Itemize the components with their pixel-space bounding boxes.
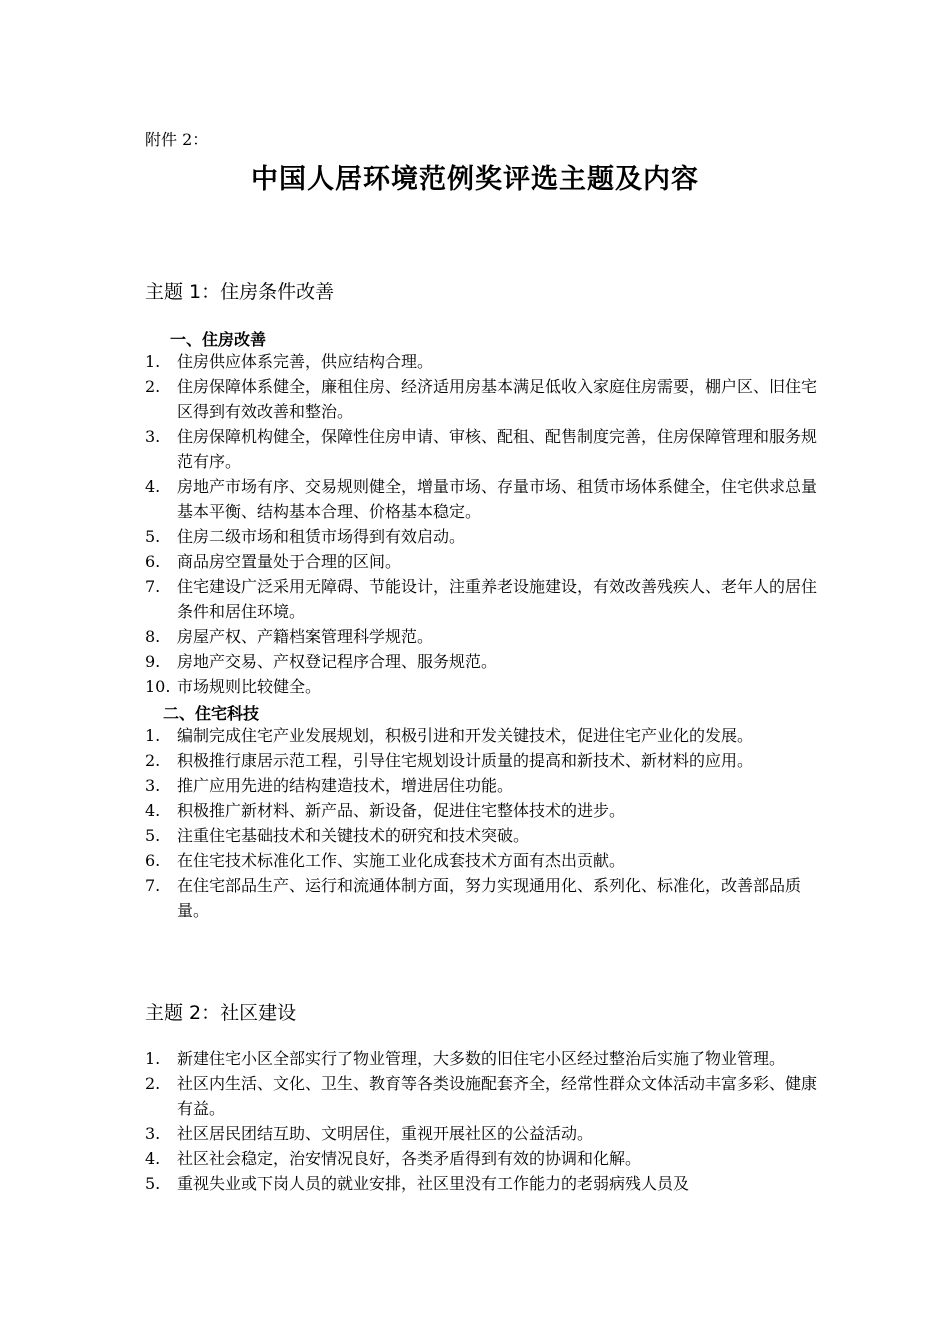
- list-item: 4. 积极推广新材料、新产品、新设备，促进住宅整体技术的进步。: [145, 801, 626, 820]
- list-item: 10. 市场规则比较健全。: [145, 677, 322, 696]
- list-item: 3. 住房保障机构健全，保障性住房申请、审核、配租、配售制度完善，住房保障管理和服务规范有序。: [145, 427, 818, 471]
- page-title: 中国人居环境范例奖评选主题及内容: [251, 164, 699, 195]
- community-building-list: [145, 1046, 825, 1196]
- list-item: 2. 社区内生活、文化、卫生、教育等各类设施配套齐全，经常性群众文体活动丰富多彩、健康有益。: [145, 1074, 818, 1118]
- list-item: 6. 商品房空置量处于合理的区间。: [145, 552, 402, 571]
- list-item: 1. 编制完成住宅产业发展规划，积极引进和开发关键技术，促进住宅产业化的发展。: [145, 726, 754, 745]
- list-item: 6. 在住宅技术标准化工作、实施工业化成套技术方面有杰出贡献。: [145, 851, 626, 870]
- list-item: 1. 住房供应体系完善，供应结构合理。: [145, 352, 434, 371]
- housing-improvement-list: [145, 349, 825, 699]
- list-item: 3. 社区居民团结互助、文明居住，重视开展社区的公益活动。: [145, 1124, 594, 1143]
- list-item: 1. 新建住宅小区全部实行了物业管理，大多数的旧住宅小区经过整治后实施了物业管理。: [145, 1049, 786, 1068]
- housing-technology-list: [145, 723, 825, 923]
- list-item: 5. 住房二级市场和租赁市场得到有效启动。: [145, 527, 466, 546]
- list-item: 7. 住宅建设广泛采用无障碍、节能设计，注重养老设施建设，有效改善残疾人、老年人的居住条件和居住环境。: [145, 577, 818, 621]
- topic-2-heading: 主题 2：社区建设: [145, 1002, 297, 1024]
- list-item: 2. 住房保障体系健全，廉租住房、经济适用房基本满足低收入家庭住房需要，棚户区、旧住宅区得到有效改善和整治。: [145, 377, 818, 421]
- section-housing-improvement-heading: 一、住房改善: [170, 330, 267, 349]
- topic-1-heading: 主题 1：住房条件改善: [145, 281, 335, 303]
- list-item: 3. 推广应用先进的结构建造技术，增进居住功能。: [145, 776, 514, 795]
- list-item: 9. 房地产交易、产权登记程序合理、服务规范。: [145, 652, 498, 671]
- list-item: 7. 在住宅部品生产、运行和流通体制方面，努力实现通用化、系列化、标准化，改善部品质量。: [145, 876, 802, 920]
- attachment-label: 附件 2：: [145, 130, 209, 149]
- list-item: 2. 积极推行康居示范工程，引导住宅规划设计质量的提高和新技术、新材料的应用。: [145, 751, 754, 770]
- list-item: 8. 房屋产权、产籍档案管理科学规范。: [145, 627, 434, 646]
- list-item: 4. 房地产市场有序、交易规则健全，增量市场、存量市场、租赁市场体系健全，住宅供求总量基本平衡、结构基本合理、价格基本稳定。: [145, 477, 818, 521]
- list-item: 5. 注重住宅基础技术和关键技术的研究和技术突破。: [145, 826, 530, 845]
- list-item: 4. 社区社会稳定，治安情况良好，各类矛盾得到有效的协调和化解。: [145, 1149, 642, 1168]
- list-item: 5. 重视失业或下岗人员的就业安排，社区里没有工作能力的老弱病残人员及: [145, 1174, 690, 1193]
- section-housing-technology-heading: 二、住宅科技: [163, 704, 260, 723]
